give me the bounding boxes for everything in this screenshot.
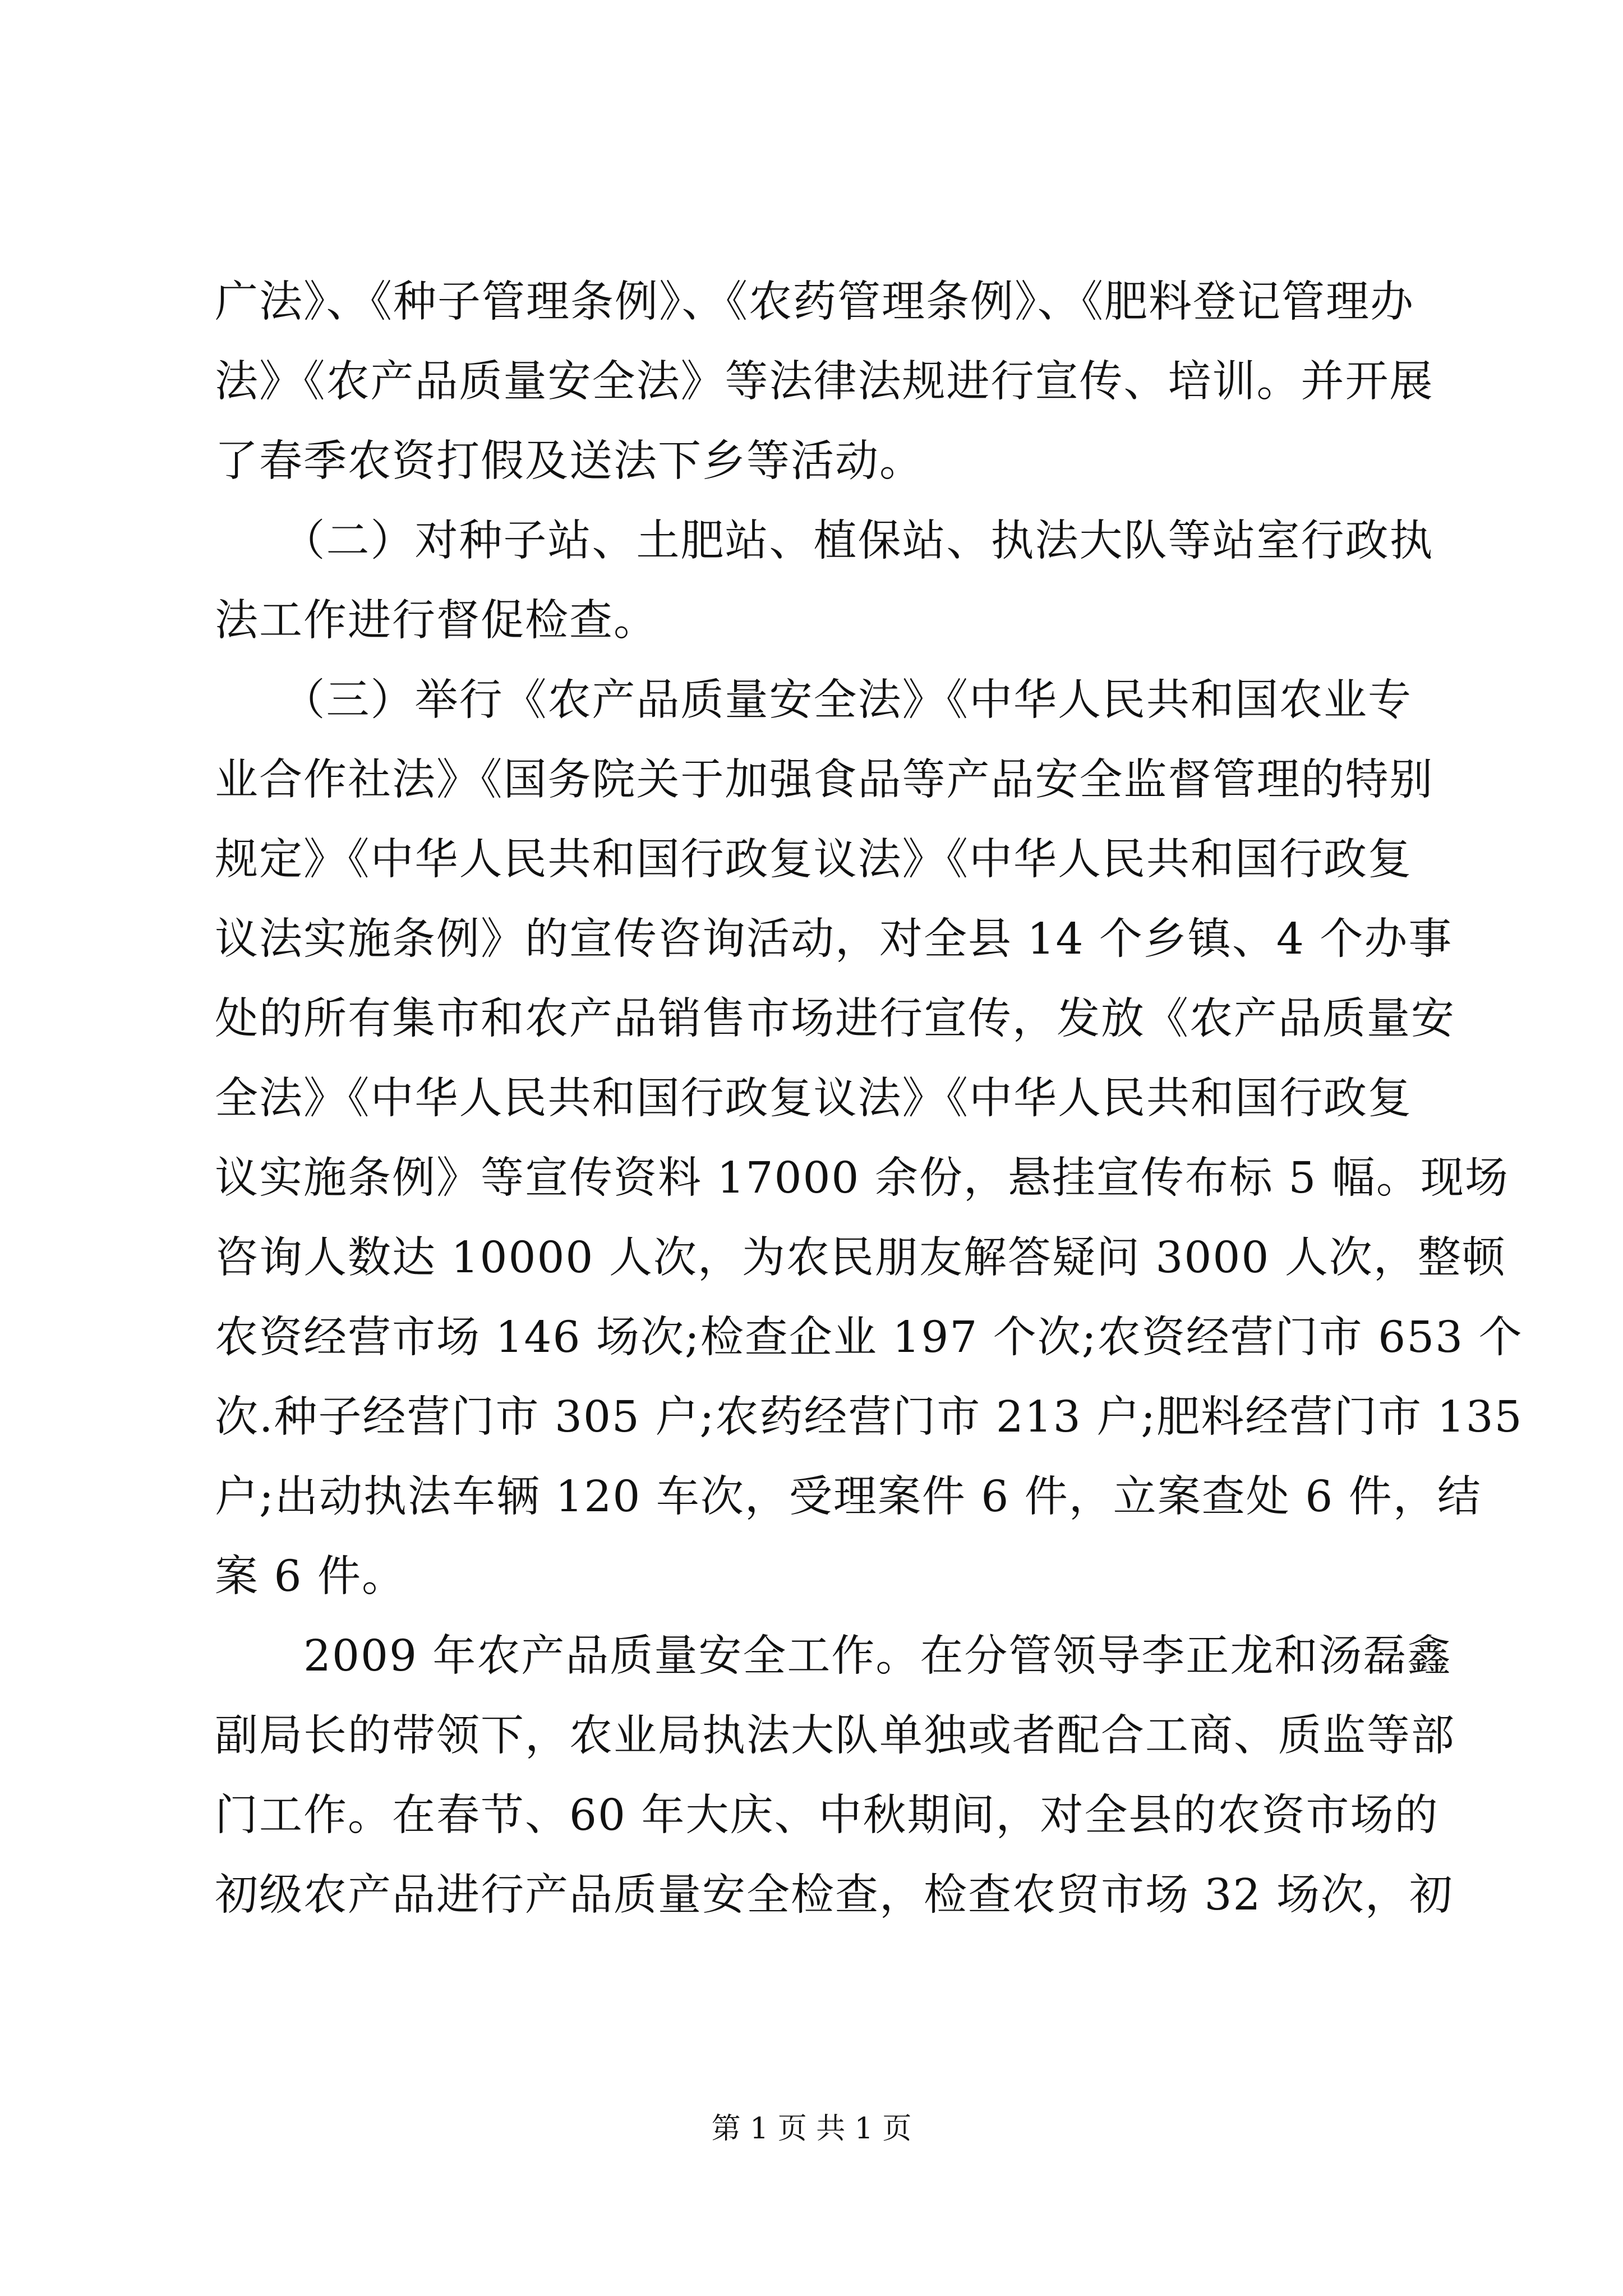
text-line: 了春季农资打假及送法下乡等活动。: [215, 436, 924, 486]
text-line: 议法实施条例》的宣传咨询活动，对全县 14 个乡镇、4 个办事: [215, 914, 1453, 964]
page-number-footer: 第 1 页 共 1 页: [711, 2112, 912, 2146]
text-line: 广法》、《种子管理条例》、《农药管理条例》、《肥料登记管理办: [215, 277, 1414, 327]
text-line: 规定》《中华人民共和国行政复议法》《中华人民共和国行政复: [215, 835, 1412, 885]
text-line: 初级农产品进行产品质量安全检查，检查农贸市场 32 场次，初: [215, 1870, 1454, 1920]
text-line: （三）举行《农产品质量安全法》《中华人民共和国农业专: [215, 675, 1412, 725]
text-line: 次.种子经营门市 305 户;农药经营门市 213 户;肥料经营门市 135: [215, 1392, 1523, 1442]
text-line: 议实施条例》等宣传资料 17000 余份，悬挂宣传布标 5 幅。现场: [215, 1153, 1509, 1203]
text-line: 咨询人数达 10000 人次，为农民朋友解答疑问 3000 人次，整顿: [215, 1233, 1506, 1283]
text-line: 户;出动执法车辆 120 车次，受理案件 6 件，立案查处 6 件，结: [215, 1472, 1482, 1522]
text-line: 农资经营市场 146 场次;检查企业 197 个次;农资经营门市 653 个: [215, 1313, 1523, 1363]
text-line: 法工作进行督促检查。: [215, 596, 658, 646]
text-line: 业合作社法》《国务院关于加强食品等产品安全监督管理的特别: [215, 755, 1434, 805]
text-line: 副局长的带领下，农业局执法大队单独或者配合工商、质监等部: [215, 1711, 1455, 1761]
text-line: 全法》《中华人民共和国行政复议法》《中华人民共和国行政复: [215, 1074, 1412, 1124]
text-line: 2009 年农产品质量安全工作。在分管领导李正龙和汤磊鑫: [215, 1631, 1452, 1681]
document-body: [215, 263, 1523, 1935]
text-line: 案 6 件。: [215, 1552, 406, 1602]
text-line: 法》《农产品质量安全法》等法律法规进行宣传、培训。并开展: [215, 357, 1434, 407]
text-line: 处的所有集市和农产品销售市场进行宣传，发放《农产品质量安: [215, 994, 1455, 1044]
text-line: （二）对种子站、土肥站、植保站、执法大队等站室行政执: [215, 516, 1434, 566]
text-line: 门工作。在春节、60 年大庆、中秋期间，对全县的农资市场的: [215, 1791, 1439, 1841]
